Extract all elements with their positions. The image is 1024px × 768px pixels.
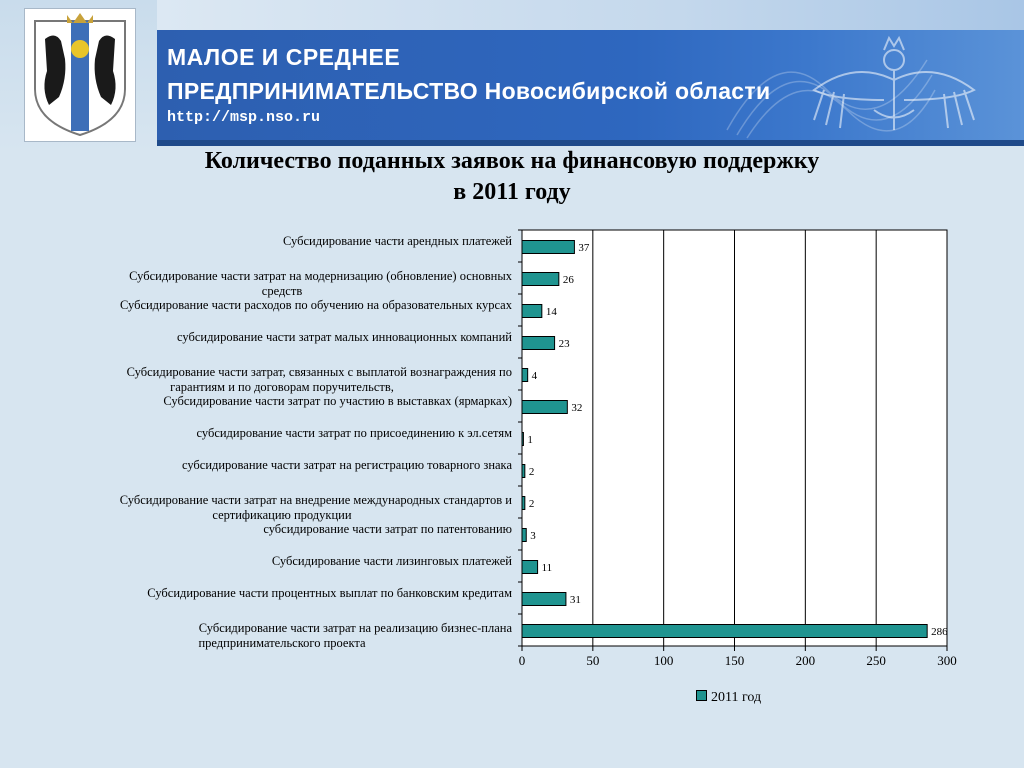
- category-label-line: гарантиям и по договорам поручительств,: [170, 380, 394, 394]
- x-tick-label: 0: [518, 653, 526, 668]
- category-label-line: Субсидирование части затрат, связанных с выплатой вознаграждения по: [126, 365, 512, 379]
- data-label: 1: [527, 434, 533, 446]
- x-tick-label: 200: [795, 653, 816, 668]
- bar: [522, 433, 523, 446]
- category-label-line: Субсидирование части процентных выплат по банковским кредитам: [147, 585, 512, 600]
- category-label-line: Субсидирование части расходов по обучению на образовательных курсах: [119, 297, 512, 312]
- bar: [522, 465, 525, 478]
- bar: [522, 593, 566, 606]
- banner-url-link[interactable]: http://msp.nso.ru: [167, 109, 321, 126]
- data-label: 32: [571, 402, 583, 414]
- category-label-line: субсидирование части затрат по патентованию: [263, 521, 512, 536]
- category-label-line: Субсидирование части затрат на реализацию бизнес-плана: [198, 621, 512, 635]
- category-label-line: субсидирование части затрат на регистрацию товарного знака: [181, 457, 512, 472]
- category-label-line: сертификацию продукции: [212, 508, 352, 522]
- category-label-line: Субсидирование части затрат на модернизацию (обновление) основных: [129, 269, 512, 283]
- data-label: 286: [931, 626, 948, 638]
- banner-title-line1: МАЛОЕ И СРЕДНЕЕ: [167, 44, 401, 70]
- data-label: 26: [562, 274, 574, 286]
- data-label: 23: [558, 338, 570, 350]
- bar: [522, 497, 525, 510]
- bar: [522, 273, 559, 286]
- bar: [522, 625, 927, 638]
- data-label: 3: [530, 530, 536, 542]
- bar: [522, 529, 526, 542]
- data-label: 37: [578, 242, 590, 254]
- x-tick-label: 150: [724, 653, 745, 668]
- legend-swatch: [696, 690, 707, 701]
- category-label-line: средств: [261, 284, 303, 298]
- chart-title-line1: Количество поданных заявок на финансовую поддержку: [204, 148, 820, 174]
- data-label: 2: [528, 498, 535, 510]
- category-label-line: Субсидирование части затрат по участию в выставках (ярмарках): [163, 393, 512, 408]
- data-label: 4: [531, 370, 538, 382]
- bar: [522, 369, 528, 382]
- bar: [522, 305, 542, 318]
- category-label-line: Субсидирование части лизинговых платежей: [271, 553, 512, 568]
- x-tick-label: 300: [937, 653, 957, 668]
- category-label-line: Субсидирование части затрат на внедрение международных стандартов и: [119, 493, 512, 507]
- legend-label: 2011 год: [711, 690, 762, 705]
- chart-title-line2: в 2011 году: [453, 179, 571, 205]
- chart-legend: [696, 690, 761, 706]
- bar: [522, 561, 538, 574]
- category-label-line: предпринимательского проекта: [198, 636, 366, 650]
- bar: [522, 337, 555, 350]
- data-label: 2: [528, 466, 535, 478]
- category-label-line: субсидирование части затрат малых инновационных компаний: [177, 329, 512, 344]
- data-label: 11: [541, 562, 553, 574]
- bar: [522, 241, 574, 254]
- x-tick-label: 50: [586, 653, 600, 668]
- category-label-line: Субсидирование части арендных платежей: [283, 233, 512, 248]
- data-label: 31: [569, 594, 581, 606]
- x-tick-label: 100: [653, 653, 674, 668]
- data-label: 14: [545, 306, 557, 318]
- x-tick-label: 250: [866, 653, 886, 668]
- category-label-line: субсидирование части затрат по присоединению к эл.сетям: [196, 425, 512, 440]
- banner-title-line2: ПРЕДПРИНИМАТЕЛЬСТВО Новосибирской области: [167, 78, 771, 104]
- bar: [522, 401, 567, 414]
